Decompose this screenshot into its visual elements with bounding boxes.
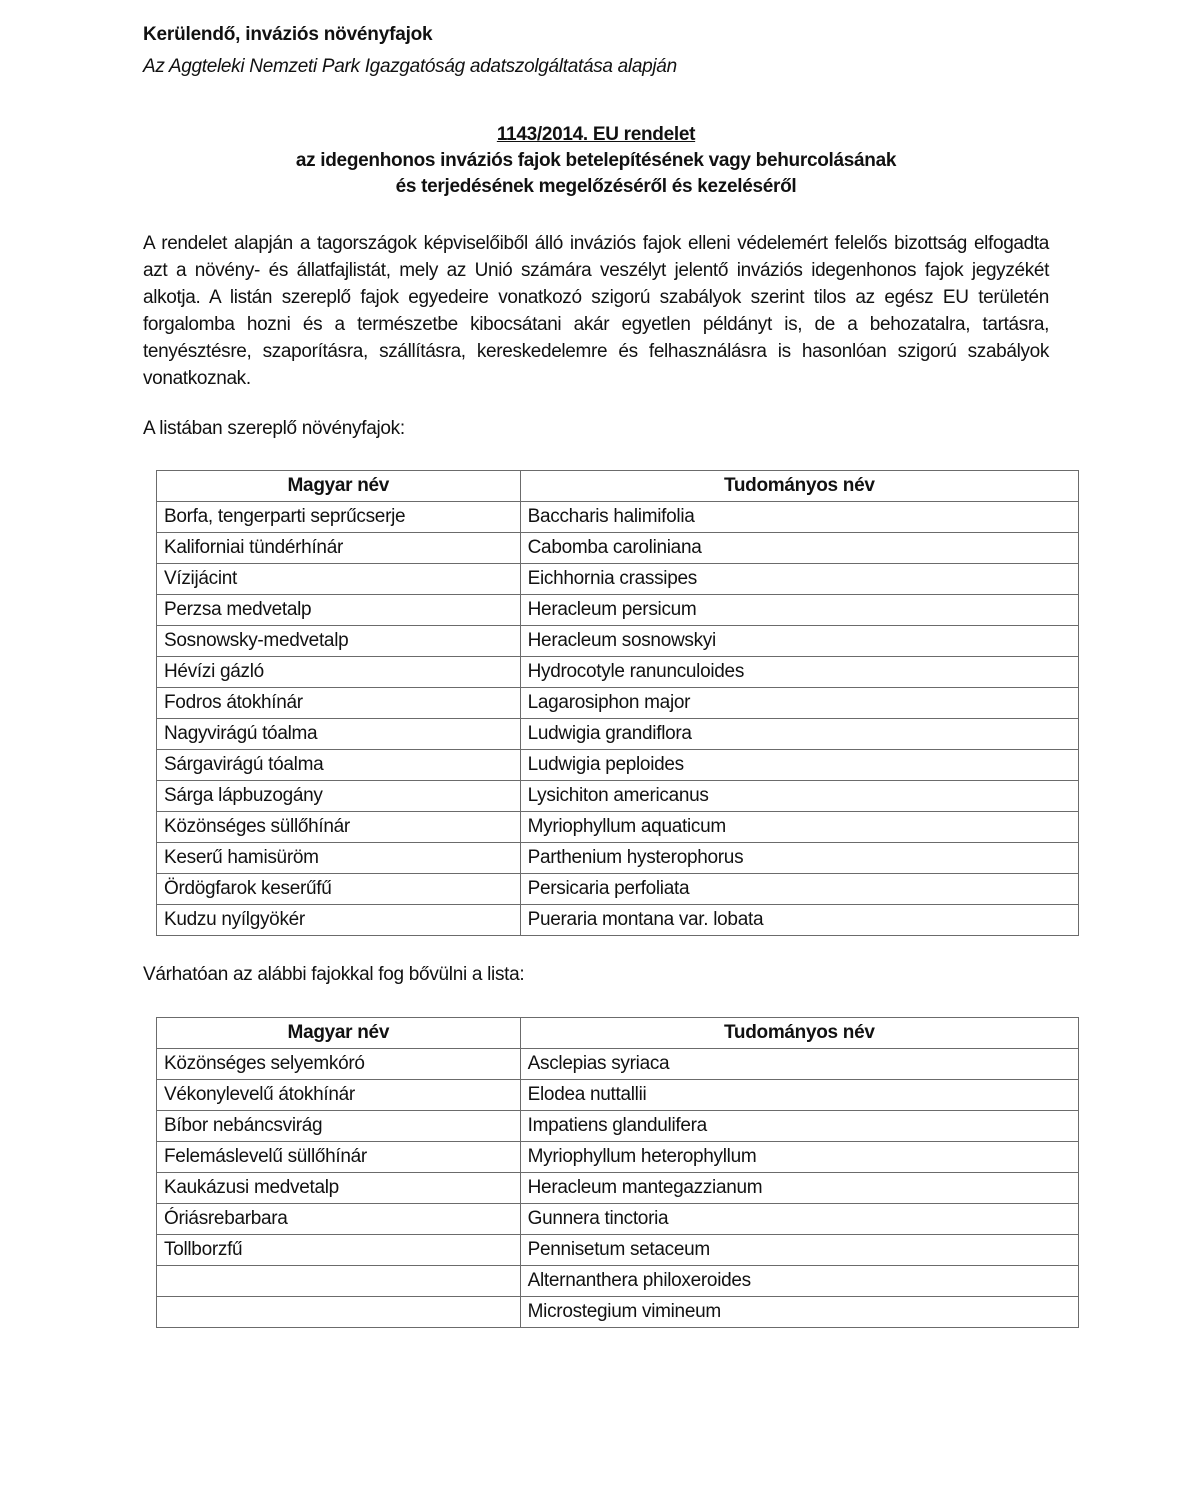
table-row — [157, 533, 1079, 564]
hungarian-name-cell: Borfa, tengerparti seprűcserje — [157, 502, 521, 533]
column-header-scientific-name: Tudományos név — [520, 1018, 1078, 1049]
table-row — [157, 781, 1079, 812]
scientific-name-cell: Parthenium hysterophorus — [520, 843, 1078, 874]
table-row — [157, 843, 1079, 874]
hungarian-name-cell: Sosnowsky-medvetalp — [157, 626, 521, 657]
hungarian-name-cell: Óriásrebarbara — [157, 1204, 521, 1235]
regulation-number: 1143/2014. EU rendelet — [496, 124, 696, 145]
expected-species-table — [156, 1017, 1079, 1328]
regulation-heading — [143, 122, 1049, 200]
hungarian-name-cell: Kaliforniai tündérhínár — [157, 533, 521, 564]
scientific-name-cell: Ludwigia grandiflora — [520, 719, 1078, 750]
scientific-name-cell: Heracleum sosnowskyi — [520, 626, 1078, 657]
hungarian-name-cell: Kudzu nyílgyökér — [157, 905, 521, 936]
hungarian-name-cell: Hévízi gázló — [157, 657, 521, 688]
table-row — [157, 688, 1079, 719]
hungarian-name-cell: Sárgavirágú tóalma — [157, 750, 521, 781]
table-header-row — [157, 1018, 1079, 1049]
table-row — [157, 657, 1079, 688]
table-row — [157, 564, 1079, 595]
table-header-row — [157, 471, 1079, 502]
expansion-intro: Várhatóan az alábbi fajokkal fog bővülni a lista: — [143, 964, 525, 985]
hungarian-name-cell: Kaukázusi medvetalp — [157, 1173, 521, 1204]
scientific-name-cell: Alternanthera philoxeroides — [520, 1266, 1078, 1297]
scientific-name-cell: Lysichiton americanus — [520, 781, 1078, 812]
scientific-name-cell: Ludwigia peploides — [520, 750, 1078, 781]
table-row — [157, 502, 1079, 533]
table-row — [157, 1142, 1079, 1173]
table-row — [157, 1266, 1079, 1297]
scientific-name-cell: Eichhornia crassipes — [520, 564, 1078, 595]
body-paragraph: A rendelet alapján a tagországok képviselőiből álló inváziós fajok elleni védelemért felelős bizottság elfogadta azt a növény- és állatfajlistát, mely az Unió számára veszélyt jelentő inváziós idegenhonos fajok jegyzékét alkotja. A listán szereplő fajok egyedeire vonatkozó szigorú szabályok szerint tilos az egész EU területén forgalomba hozni és a természetbe kibocsátani akár egyetlen példányt is, de a behozatalra, tartásra, tenyésztésre, szaporításra, szállításra, kereskedelemre és felhasználásra is hasonlóan szigorú szabályok vonatkoznak. — [143, 233, 1049, 389]
hungarian-name-cell: Vékonylevelű átokhínár — [157, 1080, 521, 1111]
scientific-name-cell: Pueraria montana var. lobata — [520, 905, 1078, 936]
scientific-name-cell: Heracleum mantegazzianum — [520, 1173, 1078, 1204]
scientific-name-cell: Lagarosiphon major — [520, 688, 1078, 719]
scientific-name-cell: Baccharis halimifolia — [520, 502, 1078, 533]
scientific-name-cell: Asclepias syriaca — [520, 1049, 1078, 1080]
column-header-hungarian-name: Magyar név — [157, 471, 521, 502]
list-intro: A listában szereplő növényfajok: — [143, 418, 405, 439]
document-subtitle: Az Aggteleki Nemzeti Park Igazgatóság adatszolgáltatása alapján — [143, 56, 677, 77]
scientific-name-cell: Microstegium vimineum — [520, 1297, 1078, 1328]
table-row — [157, 1235, 1079, 1266]
scientific-name-cell: Pennisetum setaceum — [520, 1235, 1078, 1266]
hungarian-name-cell: Fodros átokhínár — [157, 688, 521, 719]
hungarian-name-cell: Tollborzfű — [157, 1235, 521, 1266]
regulation-title-line-3: és terjedésének megelőzéséről és kezeléséről — [395, 176, 797, 197]
hungarian-name-cell: Közönséges selyemkóró — [157, 1049, 521, 1080]
table-row — [157, 1173, 1079, 1204]
table-row — [157, 595, 1079, 626]
scientific-name-cell: Persicaria perfoliata — [520, 874, 1078, 905]
table-row — [157, 905, 1079, 936]
scientific-name-cell: Heracleum persicum — [520, 595, 1078, 626]
table-row — [157, 1049, 1079, 1080]
table-row — [157, 812, 1079, 843]
table-row — [157, 719, 1079, 750]
hungarian-name-cell: Bíbor nebáncsvirág — [157, 1111, 521, 1142]
table-row — [157, 1297, 1079, 1328]
table-row — [157, 1080, 1079, 1111]
table-row — [157, 1111, 1079, 1142]
scientific-name-cell: Hydrocotyle ranunculoides — [520, 657, 1078, 688]
hungarian-name-cell — [157, 1297, 521, 1328]
column-header-hungarian-name: Magyar név — [157, 1018, 521, 1049]
table-row — [157, 626, 1079, 657]
hungarian-name-cell: Ördögfarok keserűfű — [157, 874, 521, 905]
hungarian-name-cell: Keserű hamisüröm — [157, 843, 521, 874]
hungarian-name-cell: Sárga lápbuzogány — [157, 781, 521, 812]
hungarian-name-cell: Közönséges süllőhínár — [157, 812, 521, 843]
scientific-name-cell: Impatiens glandulifera — [520, 1111, 1078, 1142]
table-row — [157, 1204, 1079, 1235]
scientific-name-cell: Elodea nuttallii — [520, 1080, 1078, 1111]
scientific-name-cell: Cabomba caroliniana — [520, 533, 1078, 564]
current-species-table — [156, 470, 1079, 936]
scientific-name-cell: Gunnera tinctoria — [520, 1204, 1078, 1235]
scientific-name-cell: Myriophyllum aquaticum — [520, 812, 1078, 843]
hungarian-name-cell — [157, 1266, 521, 1297]
column-header-scientific-name: Tudományos név — [520, 471, 1078, 502]
hungarian-name-cell: Felemáslevelű süllőhínár — [157, 1142, 521, 1173]
table-row — [157, 750, 1079, 781]
document-title: Kerülendő, inváziós növényfajok — [143, 24, 433, 45]
regulation-title-line-2: az idegenhonos inváziós fajok betelepítésének vagy behurcolásának — [295, 150, 897, 171]
hungarian-name-cell: Nagyvirágú tóalma — [157, 719, 521, 750]
scientific-name-cell: Myriophyllum heterophyllum — [520, 1142, 1078, 1173]
hungarian-name-cell: Vízijácint — [157, 564, 521, 595]
table-row — [157, 874, 1079, 905]
hungarian-name-cell: Perzsa medvetalp — [157, 595, 521, 626]
